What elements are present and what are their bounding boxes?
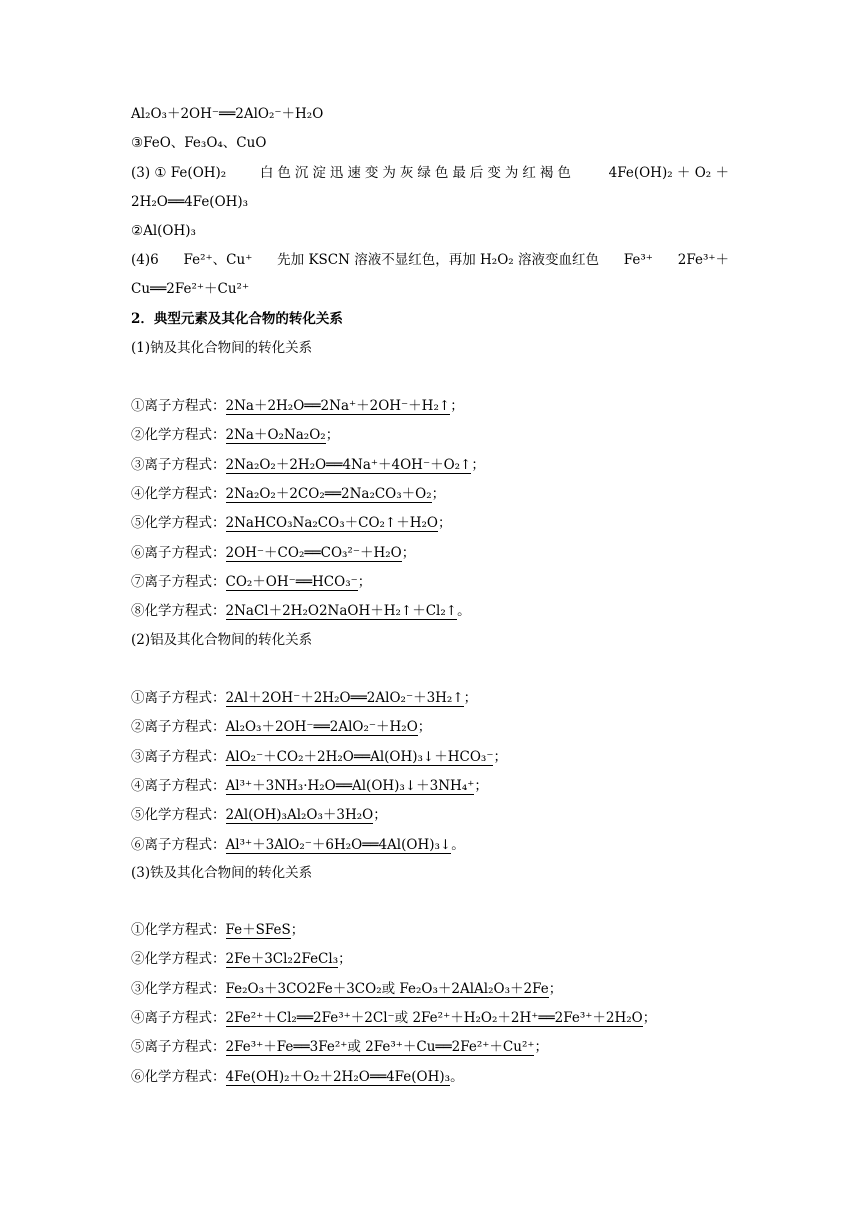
iron-equation-row (131, 1067, 464, 1087)
answer-6-part-d: Fe³⁺ (623, 252, 653, 268)
equation-label: ①离子方程式： (131, 398, 226, 414)
answer-6-part-e: 2Fe³⁺＋ (677, 252, 729, 268)
equation-label: ⑥化学方程式： (131, 1068, 226, 1085)
equation-label: ④离子方程式： (131, 1009, 226, 1026)
answer-3-part-a: (3) ① Fe(OH)₂ (131, 165, 227, 181)
answer-line-3 (131, 163, 729, 183)
equation-answer: 2Al＋2OH⁻＋2H₂O══2AlO₂⁻＋3H₂↑ (225, 690, 464, 706)
equation-end-punct: ； (401, 544, 416, 561)
equation-answer: Fe＋SFeS (225, 922, 291, 938)
equation-label: ①离子方程式： (131, 690, 226, 706)
equation-end-punct: ； (325, 427, 340, 444)
equation-label: ①化学方程式： (131, 922, 226, 938)
equation-end-punct: ； (463, 690, 478, 706)
equation-end-punct: ； (471, 456, 485, 473)
aluminum-equation-row (131, 717, 431, 737)
aluminum-equation-row (131, 805, 387, 825)
equation-label: ②化学方程式： (131, 951, 226, 968)
aluminum-equation-row (131, 747, 507, 767)
equation-label: ②离子方程式： (131, 719, 226, 736)
equation-label: ⑤离子方程式： (131, 1039, 226, 1056)
equation-end-punct: ； (493, 748, 507, 765)
equation-answer: Fe₂O₃＋3CO2Fe＋3CO₂或 Fe₂O₃＋2AlAl₂O₃＋2Fe (225, 980, 549, 997)
answer-line-6 (131, 250, 729, 270)
iron-equation-row (131, 1037, 548, 1057)
equation-label: ⑤化学方程式： (131, 515, 226, 532)
sodium-equation-row (131, 396, 464, 416)
equation-answer: 2Al(OH)₃Al₂O₃＋3H₂O (225, 807, 374, 824)
answer-line-2: ③FeO、Fe₃O₄、CuO (131, 135, 267, 151)
equation-end-punct: ； (474, 777, 488, 794)
equation-label: ④化学方程式： (131, 485, 226, 502)
answer-line-1: Al₂O₃＋2OH⁻══2AlO₂⁻＋H₂O (131, 106, 324, 122)
answer-line-7: Cu══2Fe²⁺＋Cu²⁺ (131, 281, 250, 297)
aluminum-equation-row (131, 835, 465, 855)
equation-label: ⑦离子方程式： (131, 573, 226, 590)
sodium-heading: (1)钠及其化合物间的转化关系 (131, 340, 313, 356)
equation-end-punct: ； (357, 573, 372, 590)
equation-end-punct: ； (338, 951, 352, 968)
equation-answer: Al³⁺＋3AlO₂⁻＋6H₂O══4Al(OH)₃↓ (225, 836, 452, 853)
equation-answer: 2OH⁻＋CO₂══CO₃²⁻＋H₂O (225, 544, 402, 561)
equation-label: ③化学方程式： (131, 980, 226, 997)
answer-6-part-c: 先加 KSCN 溶液不显红色，再加 H₂O₂ 溶液变血红色 (277, 252, 599, 268)
equation-answer: Al³⁺＋3NH₃·H₂O══Al(OH)₃↓＋3NH₄⁺ (225, 777, 475, 794)
equation-end-punct: ； (438, 515, 452, 532)
sodium-equation-row (131, 484, 445, 504)
equation-end-punct: ； (373, 807, 387, 824)
equation-label: ③离子方程式： (131, 456, 226, 473)
iron-equation-row (131, 1008, 656, 1028)
sodium-equation-row (131, 572, 371, 592)
equation-answer: 4Fe(OH)₂＋O₂＋2H₂O══4Fe(OH)₃ (225, 1068, 451, 1085)
answer-3-part-c: 4Fe(OH)₂ ＋ O₂ ＋ (608, 165, 729, 181)
sodium-equation-row (131, 513, 452, 533)
sodium-equation-row (131, 455, 485, 475)
equation-answer: 2Fe²⁺＋Cl₂══2Fe³⁺＋2Cl⁻或 2Fe²⁺＋H₂O₂＋2H⁺══2Fe³⁺＋2H₂O (225, 1009, 643, 1026)
aluminum-equation-row (131, 688, 477, 708)
equation-label: ⑥离子方程式： (131, 836, 226, 853)
equation-label: ④离子方程式： (131, 777, 226, 794)
equation-answer: 2Fe³⁺＋Fe══3Fe²⁺或 2Fe³⁺＋Cu══2Fe²⁺＋Cu²⁺ (225, 1039, 535, 1056)
iron-equation-row (131, 949, 352, 969)
equation-end-punct: ； (431, 485, 446, 502)
aluminum-heading: (2)铝及其化合物间的转化关系 (131, 632, 313, 648)
equation-label: ⑧化学方程式： (131, 603, 226, 620)
equation-answer: 2Na₂O₂＋2H₂O══4Na⁺＋4OH⁻＋O₂↑ (225, 456, 472, 473)
equation-end-punct: ； (450, 398, 464, 414)
sodium-equation-row (131, 425, 339, 445)
answer-6-part-b: Fe²⁺、Cu⁺ (183, 252, 253, 268)
iron-equation-row (131, 979, 562, 999)
answer-line-4: 2H₂O══4Fe(OH)₃ (131, 194, 249, 210)
equation-end-punct: ； (548, 980, 563, 997)
equation-end-punct: 。 (451, 836, 465, 853)
equation-answer: 2NaHCO₃Na₂CO₃＋CO₂↑＋H₂O (225, 515, 438, 532)
equation-end-punct: ； (417, 719, 432, 736)
equation-label: ②化学方程式： (131, 427, 226, 444)
equation-answer: Al₂O₃＋2OH⁻══2AlO₂⁻＋H₂O (225, 719, 418, 736)
equation-answer: CO₂＋OH⁻══HCO₃⁻ (225, 573, 358, 590)
aluminum-equation-row (131, 776, 488, 796)
answer-3-part-b: 白色沉淀迅速变为灰绿色最后变为红褐色 (259, 165, 575, 181)
equation-answer: 2Na＋2H₂O══2Na⁺＋2OH⁻＋H₂↑ (225, 398, 451, 414)
answer-6-part-a: (4)6 (131, 252, 159, 268)
equation-end-punct: 。 (450, 1068, 464, 1085)
iron-equation-row (131, 920, 304, 940)
equation-answer: AlO₂⁻＋CO₂＋2H₂O══Al(OH)₃↓＋HCO₃⁻ (225, 748, 494, 765)
equation-answer: 2Na＋O₂Na₂O₂ (225, 427, 326, 444)
equation-end-punct: ； (290, 922, 305, 938)
equation-answer: 2NaCl＋2H₂O2NaOH＋H₂↑＋Cl₂↑ (225, 603, 458, 620)
answer-line-5: ②Al(OH)₃ (131, 223, 196, 239)
equation-label: ⑥离子方程式： (131, 544, 226, 561)
equation-end-punct: ； (642, 1009, 657, 1026)
equation-end-punct: 。 (457, 603, 471, 620)
sodium-equation-row (131, 601, 471, 621)
section-title: 2．典型元素及其化合物的转化关系 (131, 311, 343, 327)
iron-heading: (3)铁及其化合物间的转化关系 (131, 865, 313, 881)
equation-label: ⑤化学方程式： (131, 807, 226, 824)
equation-label: ③离子方程式： (131, 748, 226, 765)
sodium-equation-row (131, 543, 415, 563)
equation-answer: 2Fe＋3Cl₂2FeCl₃ (225, 951, 339, 968)
equation-answer: 2Na₂O₂＋2CO₂══2Na₂CO₃＋O₂ (225, 485, 432, 502)
equation-end-punct: ； (534, 1039, 548, 1056)
